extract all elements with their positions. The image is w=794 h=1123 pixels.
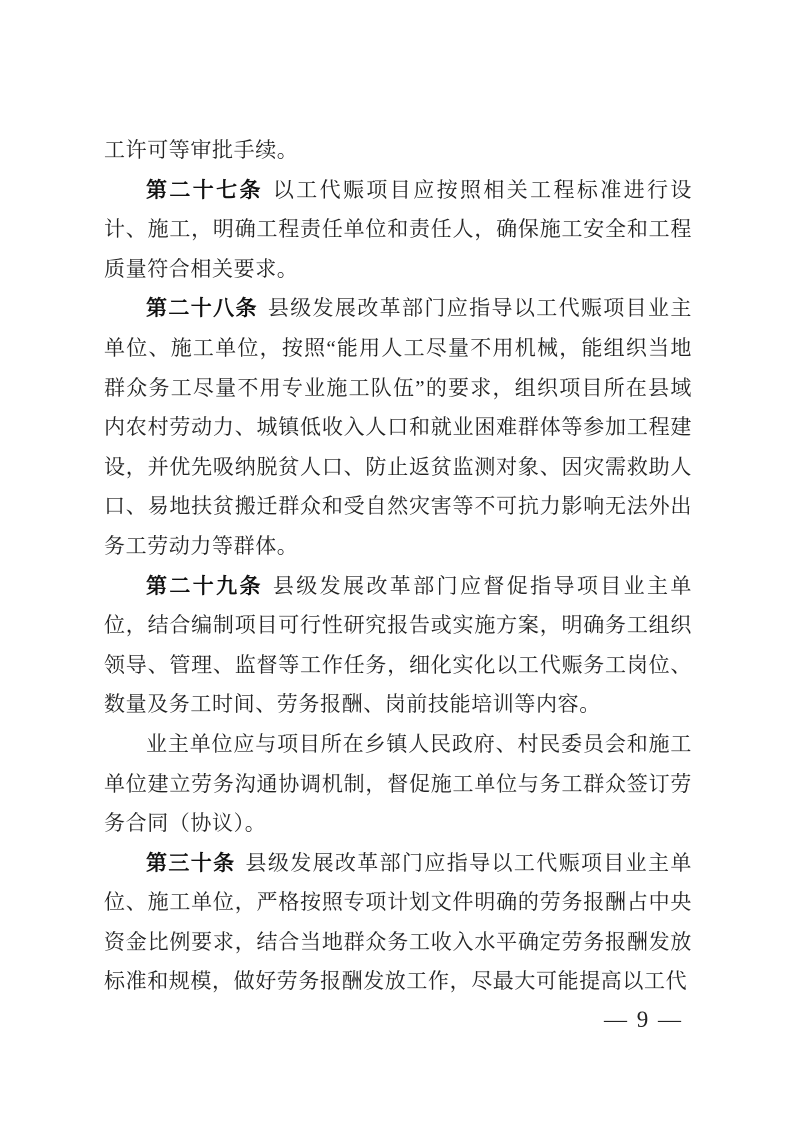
paragraph-text: 业主单位应与项目所在乡镇人民政府、村民委员会和施工单位建立劳务沟通协调机制，督促施工单位与务工群众签订劳务合同（协议）。 (104, 731, 692, 836)
paragraph (104, 289, 692, 566)
paragraph-text: 县级发展改革部门应督促指导项目业主单位，结合编制项目可行性研究报告或实施方案，明确务工组织领导、管理、监督等工作任务，细化实化以工代赈务工岗位、数量及务工时间、劳务报酬、岗前技能培训等内容。 (104, 573, 692, 717)
article-number: 第三十条 (146, 851, 236, 875)
article-number: 第二十九条 (146, 574, 263, 598)
paragraph-text: 以工代赈项目应按照相关工程标准进行设计、施工，明确工程责任单位和责任人，确保施工安全和工程质量符合相关要求。 (104, 177, 692, 281)
article-number: 第二十八条 (146, 297, 258, 321)
paragraph (104, 725, 692, 844)
paragraph-text: 县级发展改革部门应指导以工代赈项目业主单位、施工单位，严格按照专项计划文件明确的劳务报酬占中央资金比例要求，结合当地群众务工收入水平确定劳务报酬发放标准和规模，做好劳务报酬发放工作，尽最大可能提高以工代 (104, 850, 693, 994)
paragraph-text: 县级发展改革部门应指导以工代赈项目业主单位、施工单位，按照“能用人工尽量不用机械，能组织当地群众务工尽量不用专业施工队伍”的要求，组织项目所在县域内农村劳动力、城镇低收入人口和就业困难群体等参加工程建设，并优先吸纳脱贫人口、防止返贫监测对象、因灾需救助人口、易地扶贫搬迁群众和受自然灾害等不可抗力影响无法外出务工劳动力等群体。 (104, 296, 692, 558)
paragraph (104, 131, 692, 171)
document-body (104, 131, 692, 1002)
paragraph (104, 171, 692, 290)
paragraph (104, 844, 692, 1002)
paragraph-text: 工许可等审批手续。 (104, 138, 299, 162)
paragraph (104, 567, 692, 725)
article-number: 第二十七条 (146, 178, 263, 202)
page-number: — 9 — (604, 1007, 683, 1032)
